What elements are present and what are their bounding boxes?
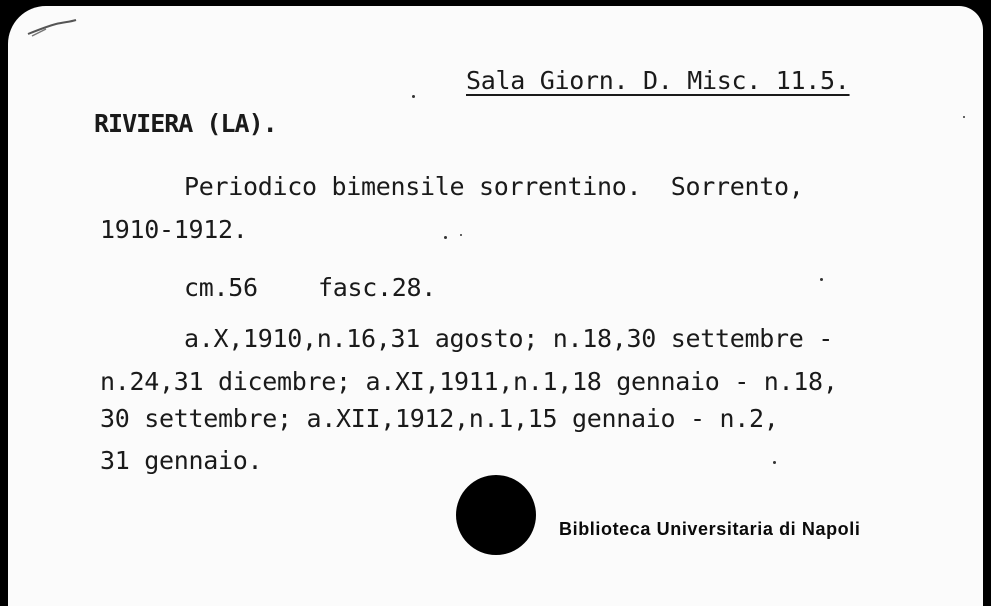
- shelfmark: Sala Giorn. D. Misc. 11.5.: [466, 66, 850, 95]
- description-line-2: 1910-1912.: [100, 215, 248, 244]
- speck: [444, 236, 447, 239]
- format-size: cm.56: [184, 273, 258, 302]
- holdings-line-1: a.X,1910,n.16,31 agosto; n.18,30 settembre -: [184, 324, 834, 353]
- holdings-line-4: 31 gennaio.: [100, 446, 263, 475]
- catalog-card: [8, 6, 983, 606]
- scribble-mark: [26, 18, 78, 38]
- speck: [412, 95, 415, 98]
- description-line-1: Periodico bimensile sorrentino. Sorrento,: [184, 172, 804, 201]
- card-title: RIVIERA (LA).: [94, 109, 277, 138]
- speck: [963, 116, 965, 118]
- holdings-line-3: 30 settembre; a.XII,1912,n.1,15 gennaio - n.2,: [100, 404, 779, 433]
- library-stamp-seal: [456, 475, 536, 555]
- speck: [773, 461, 776, 464]
- library-stamp-label: Biblioteca Universitaria di Napoli: [559, 519, 861, 539]
- holdings-line-2: n.24,31 dicembre; a.XI,1911,n.1,18 gennaio - n.18,: [100, 367, 838, 396]
- speck: [460, 234, 462, 236]
- speck: [820, 278, 823, 281]
- fascicle-count: fasc.28.: [318, 273, 437, 302]
